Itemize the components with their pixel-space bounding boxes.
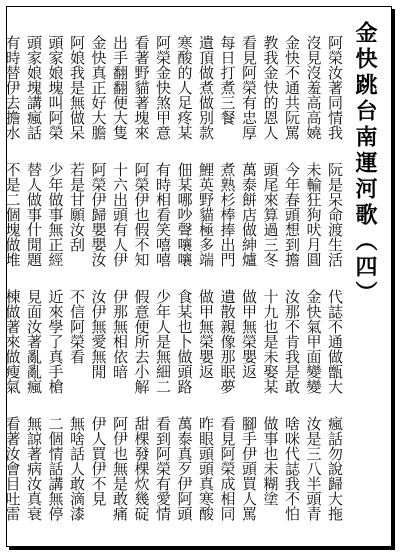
verse-line: 伊人買伊不見 (89, 416, 108, 506)
verse-line: 佃某哪吵聲嚷嚷 (175, 162, 194, 267)
verse-line: 近來學了真手槍 (46, 289, 65, 394)
verse-line: 甜棵發棵炊幾碇 (132, 416, 151, 521)
verse-line: 不信阿榮看 (68, 289, 86, 364)
verse-line: 頭尾來算過三冬 (261, 162, 280, 267)
verse-line: 煮熟杉棒捧出門 (218, 162, 237, 267)
verse-line: 若是甘願汝刮 (68, 162, 86, 252)
verse-line: 阿榮伊也假不知 (132, 162, 151, 267)
verse-line: 食某也卜做頭路 (175, 289, 194, 394)
verse-line: 無諒著病汝真衰 (25, 416, 43, 521)
verse-line: 有時替伊去擔水 (3, 35, 22, 140)
verse-line: 少年做事無正經 (46, 162, 65, 267)
verse-line: 假意便所去小解 (132, 289, 151, 394)
verse-line: 見面汝著亂亂瘋 (25, 289, 43, 394)
verse-line: 汝伊無愛無閒 (89, 289, 108, 379)
verse-line: 阿榮汝著同情我 (326, 35, 344, 140)
verse-line: 啥咪代誌我不怕 (283, 416, 301, 521)
verse-line: 少年人是無細二 (154, 289, 172, 394)
verse-line: 寒酸的人足疼某 (175, 35, 194, 140)
verse-line: 十六出頭有人伊 (111, 162, 129, 267)
verse-line: 看著汝會目吐雷 (3, 416, 22, 521)
page-title: 金快跳台南運河歌（四） (352, 21, 378, 307)
verse-line: 金快不通共阮罵 (283, 35, 301, 140)
verse-line: 出手翻翻便大隻 (111, 35, 129, 140)
verse-line: 替人做事什閒題 (25, 162, 43, 267)
verse-line: 今年春頭想到擔 (283, 162, 301, 267)
verse-line: 看到阿榮有愛情 (154, 416, 172, 521)
verse-line: 沒見沒羞高高嬈 (304, 35, 323, 140)
verse-line: 做甲無榮嬰返 (240, 289, 258, 379)
verse-line: 做事也未糊塗 (261, 416, 280, 506)
verse-line: 代誌不通做甑大 (326, 289, 344, 394)
verse-line: 二個情話講無停 (46, 416, 65, 521)
verse-line: 阿伊也無是敢痛 (111, 416, 129, 521)
verse-line: 阿榮伊歸嬰嬰汝 (89, 162, 108, 267)
verse-line: 每日打煮三餐 (218, 35, 237, 125)
verse-line: 萬泰真歹伊阿頭 (175, 416, 194, 521)
verse-line: 看見阿榮有忠厚 (240, 35, 258, 140)
verse-line: 伊那無相依暗 (111, 289, 129, 379)
verse-line: 汝是三八半頭青 (304, 416, 323, 521)
verse-line: 萬泰餅店做紳爐 (240, 162, 258, 267)
verse-line: 看著野貓著塊來 (132, 35, 151, 140)
verse-line: 遺頂做煮做別款 (197, 35, 215, 140)
verse-line: 不是二個塊做堆 (3, 162, 22, 267)
verse-line: 鯉英野貓極多端 (197, 162, 215, 267)
verse-line: 教我金快的恩人 (261, 35, 280, 140)
verse-line: 阮是呆命渡生活 (326, 162, 344, 267)
page-frame (3, 6, 392, 547)
verse-line: 瘋話勿說歸大拖 (326, 416, 344, 521)
verse-line: 頭家娘塊講瘋話 (25, 35, 43, 140)
verse-line: 無啥話人敢滴漆 (68, 416, 86, 521)
verse-line: 看見阿榮成相同 (218, 416, 237, 521)
verse-line: 金快氣甲面變變 (304, 289, 323, 394)
verse-line: 腳手伊頭買人罵 (240, 416, 258, 521)
verse-line: 做甲無榮嬰返 (197, 289, 215, 379)
verse-line: 阿娘我是無做呆 (68, 35, 86, 140)
verse-line: 有時相看笑嘻嘻 (154, 162, 172, 267)
verse-line: 頭家娘塊叫阿榮 (46, 35, 65, 140)
verse-line: 昨眼頭頭真寒酸 (197, 416, 215, 521)
verse-line: 汝那不肯我是敢 (283, 289, 301, 394)
verse-line: 未輸狂狗吠月圓 (304, 162, 323, 267)
verse-line: 金快真正好大膽 (89, 35, 108, 140)
verse-line: 棟做著來做瘦氣 (3, 289, 22, 394)
verse-line: 阿榮金快煞甲意 (154, 35, 172, 140)
verse-line: 遺散親像那眠夢 (218, 289, 237, 394)
verse-line: 十九也是未娶某 (261, 289, 280, 394)
